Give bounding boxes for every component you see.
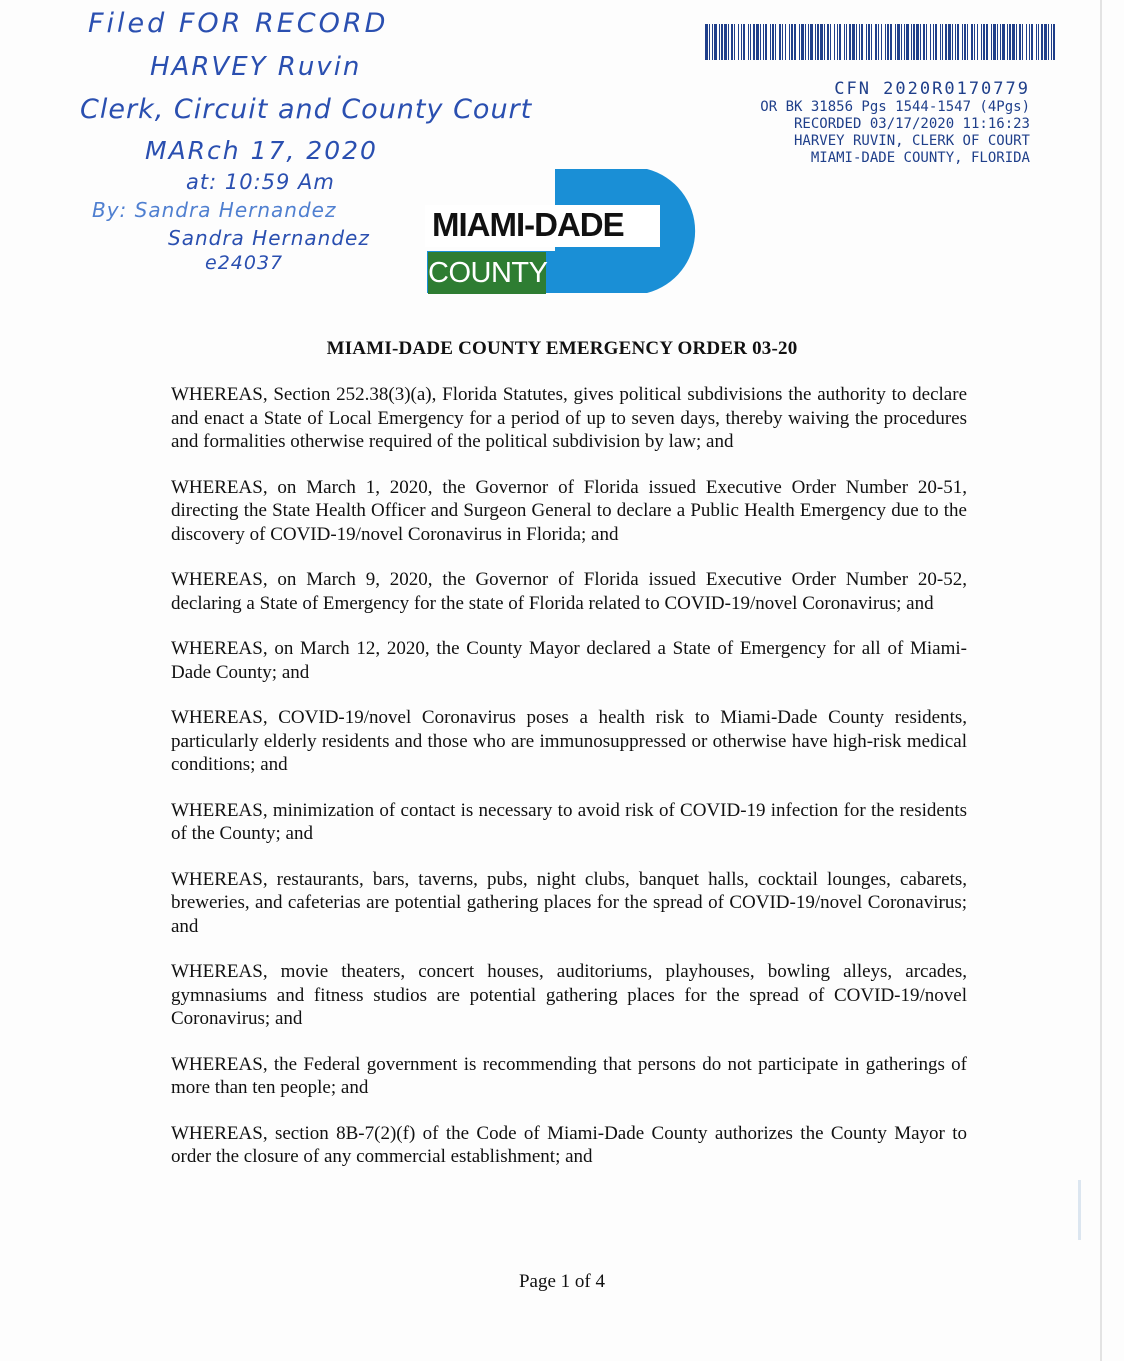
barcode-bar: [743, 24, 745, 60]
barcode-bar: [868, 24, 870, 60]
barcode-bar: [945, 24, 947, 60]
barcode-bar: [734, 24, 735, 60]
barcode-bar: [1000, 24, 1001, 60]
barcode-bar: [810, 24, 813, 60]
barcode-bar: [890, 24, 892, 60]
barcode-bar: [827, 24, 829, 60]
barcode-bar: [731, 24, 733, 60]
barcode-bar: [782, 24, 783, 60]
whereas-paragraph: WHEREAS, section 8B-7(2)(f) of the Code of Miami-Dade County authorizes the County Mayor to order the closure of any commercial establishment; and: [171, 1122, 967, 1167]
barcode-bar: [952, 24, 953, 60]
stamp-line-time: at: 10:59 Am: [186, 170, 335, 194]
barcode-bar: [805, 24, 806, 60]
barcode-bar: [948, 24, 951, 60]
stamp-id-number: e24037: [205, 252, 284, 274]
page-edge: [1100, 0, 1102, 1361]
whereas-paragraph: WHEREAS, COVID-19/novel Coronavirus poses a health risk to Miami-Dade County residents, particularly elderly residents and those who are immunosuppressed or otherwise have high-risk medical conditions; and: [171, 707, 967, 775]
stamp-line-court: Clerk, Circuit and County Court: [80, 94, 533, 125]
barcode-bar: [875, 24, 877, 60]
barcode-bar: [967, 24, 968, 60]
barcode-bar: [930, 24, 931, 60]
barcode-bar: [942, 24, 943, 60]
barcode-bar: [1007, 24, 1008, 60]
barcode-bar: [1012, 24, 1015, 60]
stamp-line-filed: Filed FOR RECORD: [88, 8, 389, 39]
barcode-bar: [839, 24, 841, 60]
stamp-line-clerk-name: HARVEY Ruvin: [150, 52, 362, 82]
barcode-bar: [837, 24, 838, 60]
barcode-bar: [913, 24, 915, 60]
barcode-bar: [844, 24, 845, 60]
barcode-bar: [1002, 24, 1005, 60]
barcode-bar: [904, 24, 905, 60]
barcode-bar: [712, 24, 713, 60]
recording-stamp: [720, 80, 1030, 167]
recording-book: OR BK 31856 Pgs 1544-1547 (4Pgs): [760, 99, 1030, 115]
barcode-bar: [897, 24, 900, 60]
whereas-paragraph: WHEREAS, minimization of contact is necessary to avoid risk of COVID-19 infection for the residents of the County; and: [171, 799, 967, 844]
barcode-bar: [721, 24, 723, 60]
barcode-bar: [801, 24, 804, 60]
barcode-bar: [763, 24, 764, 60]
barcode-bar: [748, 24, 749, 60]
barcode-bar: [974, 24, 975, 60]
barcode-bar: [738, 24, 739, 60]
document-body: [171, 383, 967, 1191]
barcode-bar: [991, 24, 992, 60]
barcode-bar: [852, 24, 855, 60]
barcode-bar: [906, 24, 909, 60]
barcode-bar: [760, 24, 761, 60]
barcode-bar: [866, 24, 867, 60]
whereas-paragraph: WHEREAS, restaurants, bars, taverns, pubs, night clubs, banquet halls, cocktail lounges, cabarets, breweries, and cafeterias are potential gathering places for the spread of COVID-19/novel Coronavirus; and: [171, 868, 967, 937]
barcode-bar: [741, 24, 742, 60]
barcode-bar: [957, 24, 959, 60]
barcode-bar: [981, 24, 982, 60]
barcode-bar: [1044, 24, 1047, 60]
barcode-bar: [846, 24, 847, 60]
whereas-paragraph: WHEREAS, the Federal government is recommending that persons do not participate in gatherings of more than ten people; and: [171, 1053, 967, 1098]
barcode-bar: [856, 24, 857, 60]
barcode-bar: [1053, 24, 1055, 60]
barcode-bar: [1041, 24, 1043, 60]
recording-date: RECORDED 03/17/2020 11:16:23: [793, 116, 1030, 132]
logo-county-box: COUNTY: [428, 252, 546, 294]
barcode-bar: [901, 24, 902, 60]
recording-county: MIAMI-DADE COUNTY, FLORIDA: [810, 150, 1030, 166]
barcode-bar: [885, 24, 886, 60]
barcode-bar: [815, 24, 816, 60]
barcode-bar: [971, 24, 973, 60]
barcode-bar: [977, 24, 978, 60]
barcode-bar: [923, 24, 925, 60]
barcode-bar: [794, 24, 796, 60]
barcode-bar: [789, 24, 790, 60]
barcode-bar: [765, 24, 767, 60]
barcode-bar: [849, 24, 851, 60]
barcode-bar: [962, 24, 963, 60]
barcode-bar: [824, 24, 825, 60]
barcode-bar: [1048, 24, 1049, 60]
barcode-bar: [861, 24, 863, 60]
barcode-bar: [779, 24, 781, 60]
stamp-printed-name: Sandra Hernandez: [168, 226, 370, 250]
whereas-paragraph: WHEREAS, movie theaters, concert houses, auditoriums, playhouses, bowling alleys, arcades, gymnasiums and fitness studios are potential gathering places for the spread of COVID-19/novel Coronavirus; and: [171, 961, 967, 1029]
barcode-bar: [724, 24, 727, 60]
barcode-bar: [799, 24, 800, 60]
whereas-paragraph: WHEREAS, on March 12, 2020, the County Mayor declared a State of Emergency for all of Miami-Dade County; and: [171, 638, 967, 683]
barcode-bar: [820, 24, 823, 60]
barcode-bar: [1019, 24, 1021, 60]
barcode-bar: [1051, 24, 1052, 60]
barcode-bar: [986, 24, 988, 60]
barcode-bar: [878, 24, 879, 60]
barcode-bar: [859, 24, 860, 60]
barcode-bar: [772, 24, 774, 60]
barcode-bar: [728, 24, 729, 60]
barcode-bar: [940, 24, 941, 60]
barcode-bar: [1016, 24, 1017, 60]
barcode-bar: [785, 24, 786, 60]
barcode-bar: [808, 24, 809, 60]
barcode-bar: [770, 24, 771, 60]
barcode-bar: [935, 24, 937, 60]
barcode-bar: [887, 24, 889, 60]
scan-mark: [1078, 1180, 1081, 1240]
stamp-signature: By: Sandra Hernandez: [92, 198, 337, 222]
whereas-paragraph: WHEREAS, on March 1, 2020, the Governor of Florida issued Executive Order Number 20-51, directing the State Health Officer and Surgeon General to declare a Public Health Emergency due to the discovery of COVID-19/novel Coronavirus in Florida; and: [171, 476, 967, 545]
barcode-icon: [705, 24, 1057, 60]
barcode-bar: [1022, 24, 1023, 60]
whereas-paragraph: WHEREAS, Section 252.38(3)(a), Florida Statutes, gives political subdivisions the authority to declare and enact a State of Local Emergency for a period of up to seven days, thereby waiving the procedures and formalities otherwise required of the political subdivision by law; and: [171, 384, 967, 452]
barcode-bar: [714, 24, 717, 60]
stamp-line-date: MARch 17, 2020: [145, 136, 378, 165]
barcode-bar: [1009, 24, 1011, 60]
barcode-bar: [817, 24, 819, 60]
barcode-bar: [933, 24, 934, 60]
barcode-bar: [709, 24, 710, 60]
barcode-bar: [705, 24, 708, 60]
barcode-bar: [830, 24, 831, 60]
barcode-bar: [993, 24, 996, 60]
barcode-bar: [756, 24, 759, 60]
barcode-bar: [1029, 24, 1030, 60]
logo-wordmark: MIAMI-DADE: [432, 206, 624, 243]
barcode-bar: [926, 24, 927, 60]
barcode-bar: [955, 24, 956, 60]
barcode-bar: [753, 24, 755, 60]
barcode-bar: [871, 24, 872, 60]
barcode-bar: [775, 24, 776, 60]
document-title: MIAMI-DADE COUNTY EMERGENCY ORDER 03-20: [326, 338, 798, 359]
barcode-bar: [750, 24, 751, 60]
barcode-bar: [834, 24, 835, 60]
barcode-bar: [920, 24, 921, 60]
recording-cfn: CFN 2020R0170779: [834, 79, 1030, 99]
barcode-bar: [911, 24, 912, 60]
barcode-bar: [983, 24, 985, 60]
barcode-bar: [964, 24, 966, 60]
barcode-bar: [895, 24, 896, 60]
barcode-bar: [1036, 24, 1037, 60]
page-number: Page 1 of 4: [518, 1271, 605, 1292]
recording-clerk: HARVEY RUVIN, CLERK OF COURT: [793, 133, 1030, 149]
barcode-bar: [881, 24, 882, 60]
barcode-bar: [916, 24, 919, 60]
barcode-bar: [1038, 24, 1039, 60]
barcode-bar: [1026, 24, 1027, 60]
barcode-bar: [791, 24, 793, 60]
barcode-bar: [1031, 24, 1033, 60]
barcode-bar: [997, 24, 998, 60]
whereas-paragraph: WHEREAS, on March 9, 2020, the Governor of Florida issued Executive Order Number 20-52, declaring a State of Emergency for the state of Florida related to COVID-19/novel Coronavirus; and: [171, 569, 967, 614]
barcode-bar: [719, 24, 720, 60]
